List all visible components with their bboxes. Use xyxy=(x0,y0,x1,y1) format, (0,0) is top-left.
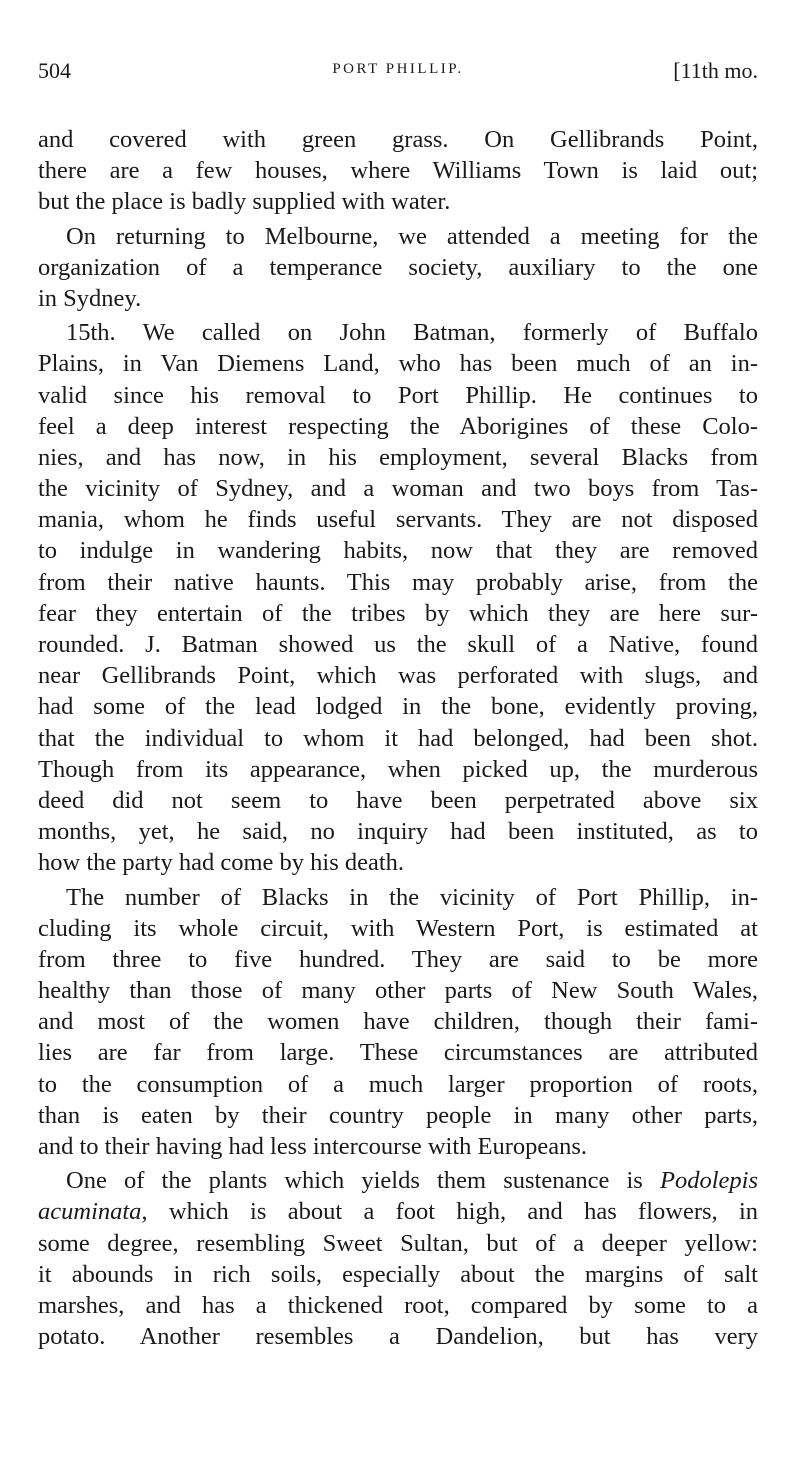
text-line: from their native haunts. This may probably arise, from the xyxy=(38,568,758,596)
book-page xyxy=(38,58,758,1352)
text-line: and covered with green grass. On Gellibrands Point, xyxy=(38,126,758,153)
text-line: 15th. We called on John Batman, formerly of Buffalo xyxy=(66,319,758,347)
text-line: in Sydney. xyxy=(38,284,142,312)
paragraph xyxy=(38,124,758,218)
text-line: than is eaten by their country people in many other parts, xyxy=(38,1101,758,1129)
section-marker: [11th mo. xyxy=(673,58,758,83)
text-line: that the individual to whom it had belonged, had been shot. xyxy=(38,724,758,752)
paragraph xyxy=(38,317,758,878)
text-line: and most of the women have children, though their fami- xyxy=(38,1008,758,1036)
text-segment: One of the plants which yields them sustenance is xyxy=(66,1167,660,1195)
text-line: deed did not seem to have been perpetrated above six xyxy=(38,786,758,814)
text-line: lies are far from large. These circumstances are attributed xyxy=(38,1039,758,1067)
running-title: PORT PHILLIP. xyxy=(332,61,464,77)
paragraph xyxy=(38,221,758,315)
text-line: rounded. J. Batman showed us the skull of a Native, found xyxy=(38,631,758,658)
text-line: potato. Another resembles a Dandelion, but has very xyxy=(38,1323,758,1351)
text-segment: which is about a foot high, and has flowers, in xyxy=(147,1198,758,1226)
text-line xyxy=(38,1165,758,1196)
running-head xyxy=(38,58,758,98)
text-line: to indulge in wandering habits, now that they are removed xyxy=(38,537,758,565)
italic-term: Podolepis xyxy=(660,1167,758,1195)
text-line: but the place is badly supplied with water. xyxy=(38,188,451,216)
text-line: On returning to Melbourne, we attended a meeting for the xyxy=(66,222,758,250)
body-text xyxy=(38,124,758,1352)
paragraph xyxy=(38,882,758,1163)
italic-term: acuminata, xyxy=(38,1198,148,1226)
text-line: fear they entertain of the tribes by which they are here sur- xyxy=(38,599,758,627)
text-line: feel a deep interest respecting the Aborigines of these Colo- xyxy=(38,412,758,440)
text-line: the vicinity of Sydney, and a woman and two boys from Tas- xyxy=(38,475,758,503)
text-line: nies, and has now, in his employment, several Blacks from xyxy=(38,443,758,471)
text-line: healthy than those of many other parts of New South Wales, xyxy=(38,977,758,1005)
text-line: there are a few houses, where Williams Town is laid out; xyxy=(38,157,758,185)
paragraph xyxy=(38,1165,758,1352)
text-line xyxy=(38,1196,758,1227)
text-line: The number of Blacks in the vicinity of Port Phillip, in- xyxy=(66,883,758,911)
text-line: marshes, and has a thickened root, compared by some to a xyxy=(38,1291,758,1319)
text-line: how the party had come by his death. xyxy=(38,849,405,877)
text-line: to the consumption of a much larger proportion of roots, xyxy=(38,1070,758,1098)
text-line: Plains, in Van Diemens Land, who has been much of an in- xyxy=(38,350,758,378)
text-line: cluding its whole circuit, with Western Port, is estimated at xyxy=(38,914,758,942)
text-line: some degree, resembling Sweet Sultan, but of a deeper yellow: xyxy=(38,1229,758,1257)
text-line: near Gellibrands Point, which was perforated with slugs, and xyxy=(38,662,758,690)
text-line: valid since his removal to Port Phillip. He continues to xyxy=(38,381,758,409)
text-line: it abounds in rich soils, especially about the margins of salt xyxy=(38,1260,758,1288)
text-line: months, yet, he said, no inquiry had been instituted, as to xyxy=(38,818,758,846)
page-number: 504 xyxy=(38,58,71,83)
text-line: from three to five hundred. They are said to be more xyxy=(38,945,758,973)
text-line: organization of a temperance society, auxiliary to the one xyxy=(38,253,758,281)
text-line: had some of the lead lodged in the bone, evidently proving, xyxy=(38,693,758,721)
text-line: mania, whom he finds useful servants. They are not disposed xyxy=(38,506,758,534)
text-line: and to their having had less intercourse with Europeans. xyxy=(38,1133,588,1160)
text-line: Though from its appearance, when picked up, the murderous xyxy=(38,755,758,783)
